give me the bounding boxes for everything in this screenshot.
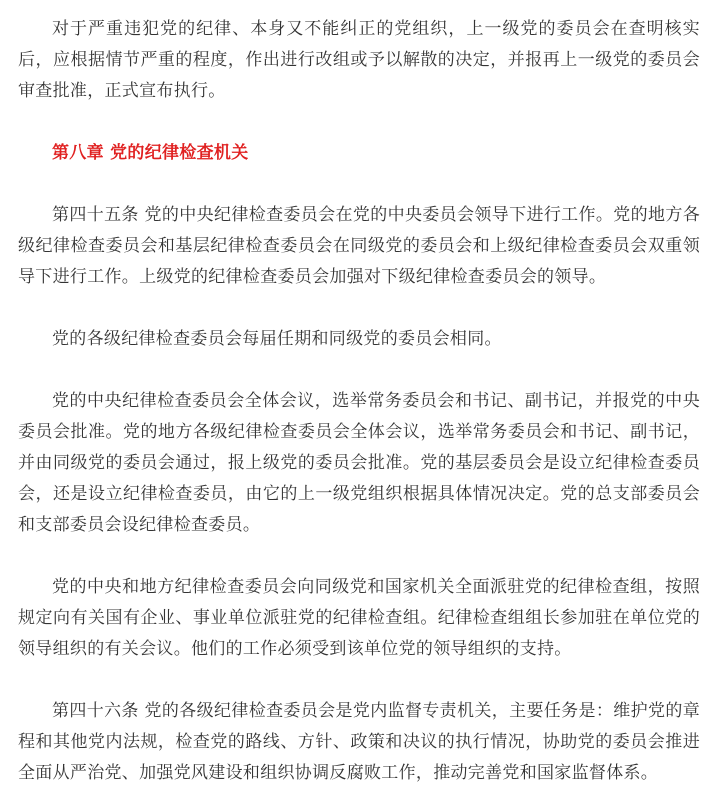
paragraph-spacer (18, 665, 700, 696)
paragraph-term: 党的各级纪律检查委员会每届任期和同级党的委员会相同。 (52, 329, 502, 349)
paragraph-reorganization: 对于严重违犯党的纪律、本身又不能纠正的党组织，上一级党的委员会在查明核实后，应根据情节严重的程度，作出进行改组或予以解散的决定，并报再上一级党的委员会审查批准，正式宣布执行。 (18, 19, 700, 101)
article-body (18, 14, 700, 789)
paragraph-article-46: 第四十六条 党的各级纪律检查委员会是党内监督专责机关，主要任务是：维护党的章程和其他党内法规，检查党的路线、方针、政策和决议的执行情况，协助党的委员会推进全面从严治党、加强党风建设和组织协调反腐败工作，推动完善党和国家监督体系。 (18, 701, 700, 783)
paragraph-spacer (18, 169, 700, 200)
chapter-heading: 第八章 党的纪律检查机关 (52, 143, 249, 163)
paragraph-spacer (18, 355, 700, 386)
paragraph-spacer (18, 541, 700, 572)
paragraph-plenary-session: 党的中央纪律检查委员会全体会议，选举常务委员会和书记、副书记，并报党的中央委员会批准。党的地方各级纪律检查委员会全体会议，选举常务委员会和书记、副书记，并由同级党的委员会通过，报上级党的委员会批准。党的基层委员会是设立纪律检查委员会，还是设立纪律检查委员，由它的上一级党组织根据具体情况决定。党的总支部委员会和支部委员会设纪律检查委员。 (18, 391, 700, 535)
paragraph-article-45: 第四十五条 党的中央纪律检查委员会在党的中央委员会领导下进行工作。党的地方各级纪律检查委员会和基层纪律检查委员会在同级党的委员会和上级纪律检查委员会双重领导下进行工作。上级党的纪律检查委员会加强对下级纪律检查委员会的领导。 (18, 205, 700, 287)
paragraph-inspection-groups: 党的中央和地方纪律检查委员会向同级党和国家机关全面派驻党的纪律检查组，按照规定向有关国有企业、事业单位派驻党的纪律检查组。纪律检查组组长参加驻在单位党的领导组织的有关会议。他们的工作必须受到该单位党的领导组织的支持。 (18, 577, 700, 659)
paragraph-spacer (18, 107, 700, 138)
paragraph-spacer (18, 293, 700, 324)
